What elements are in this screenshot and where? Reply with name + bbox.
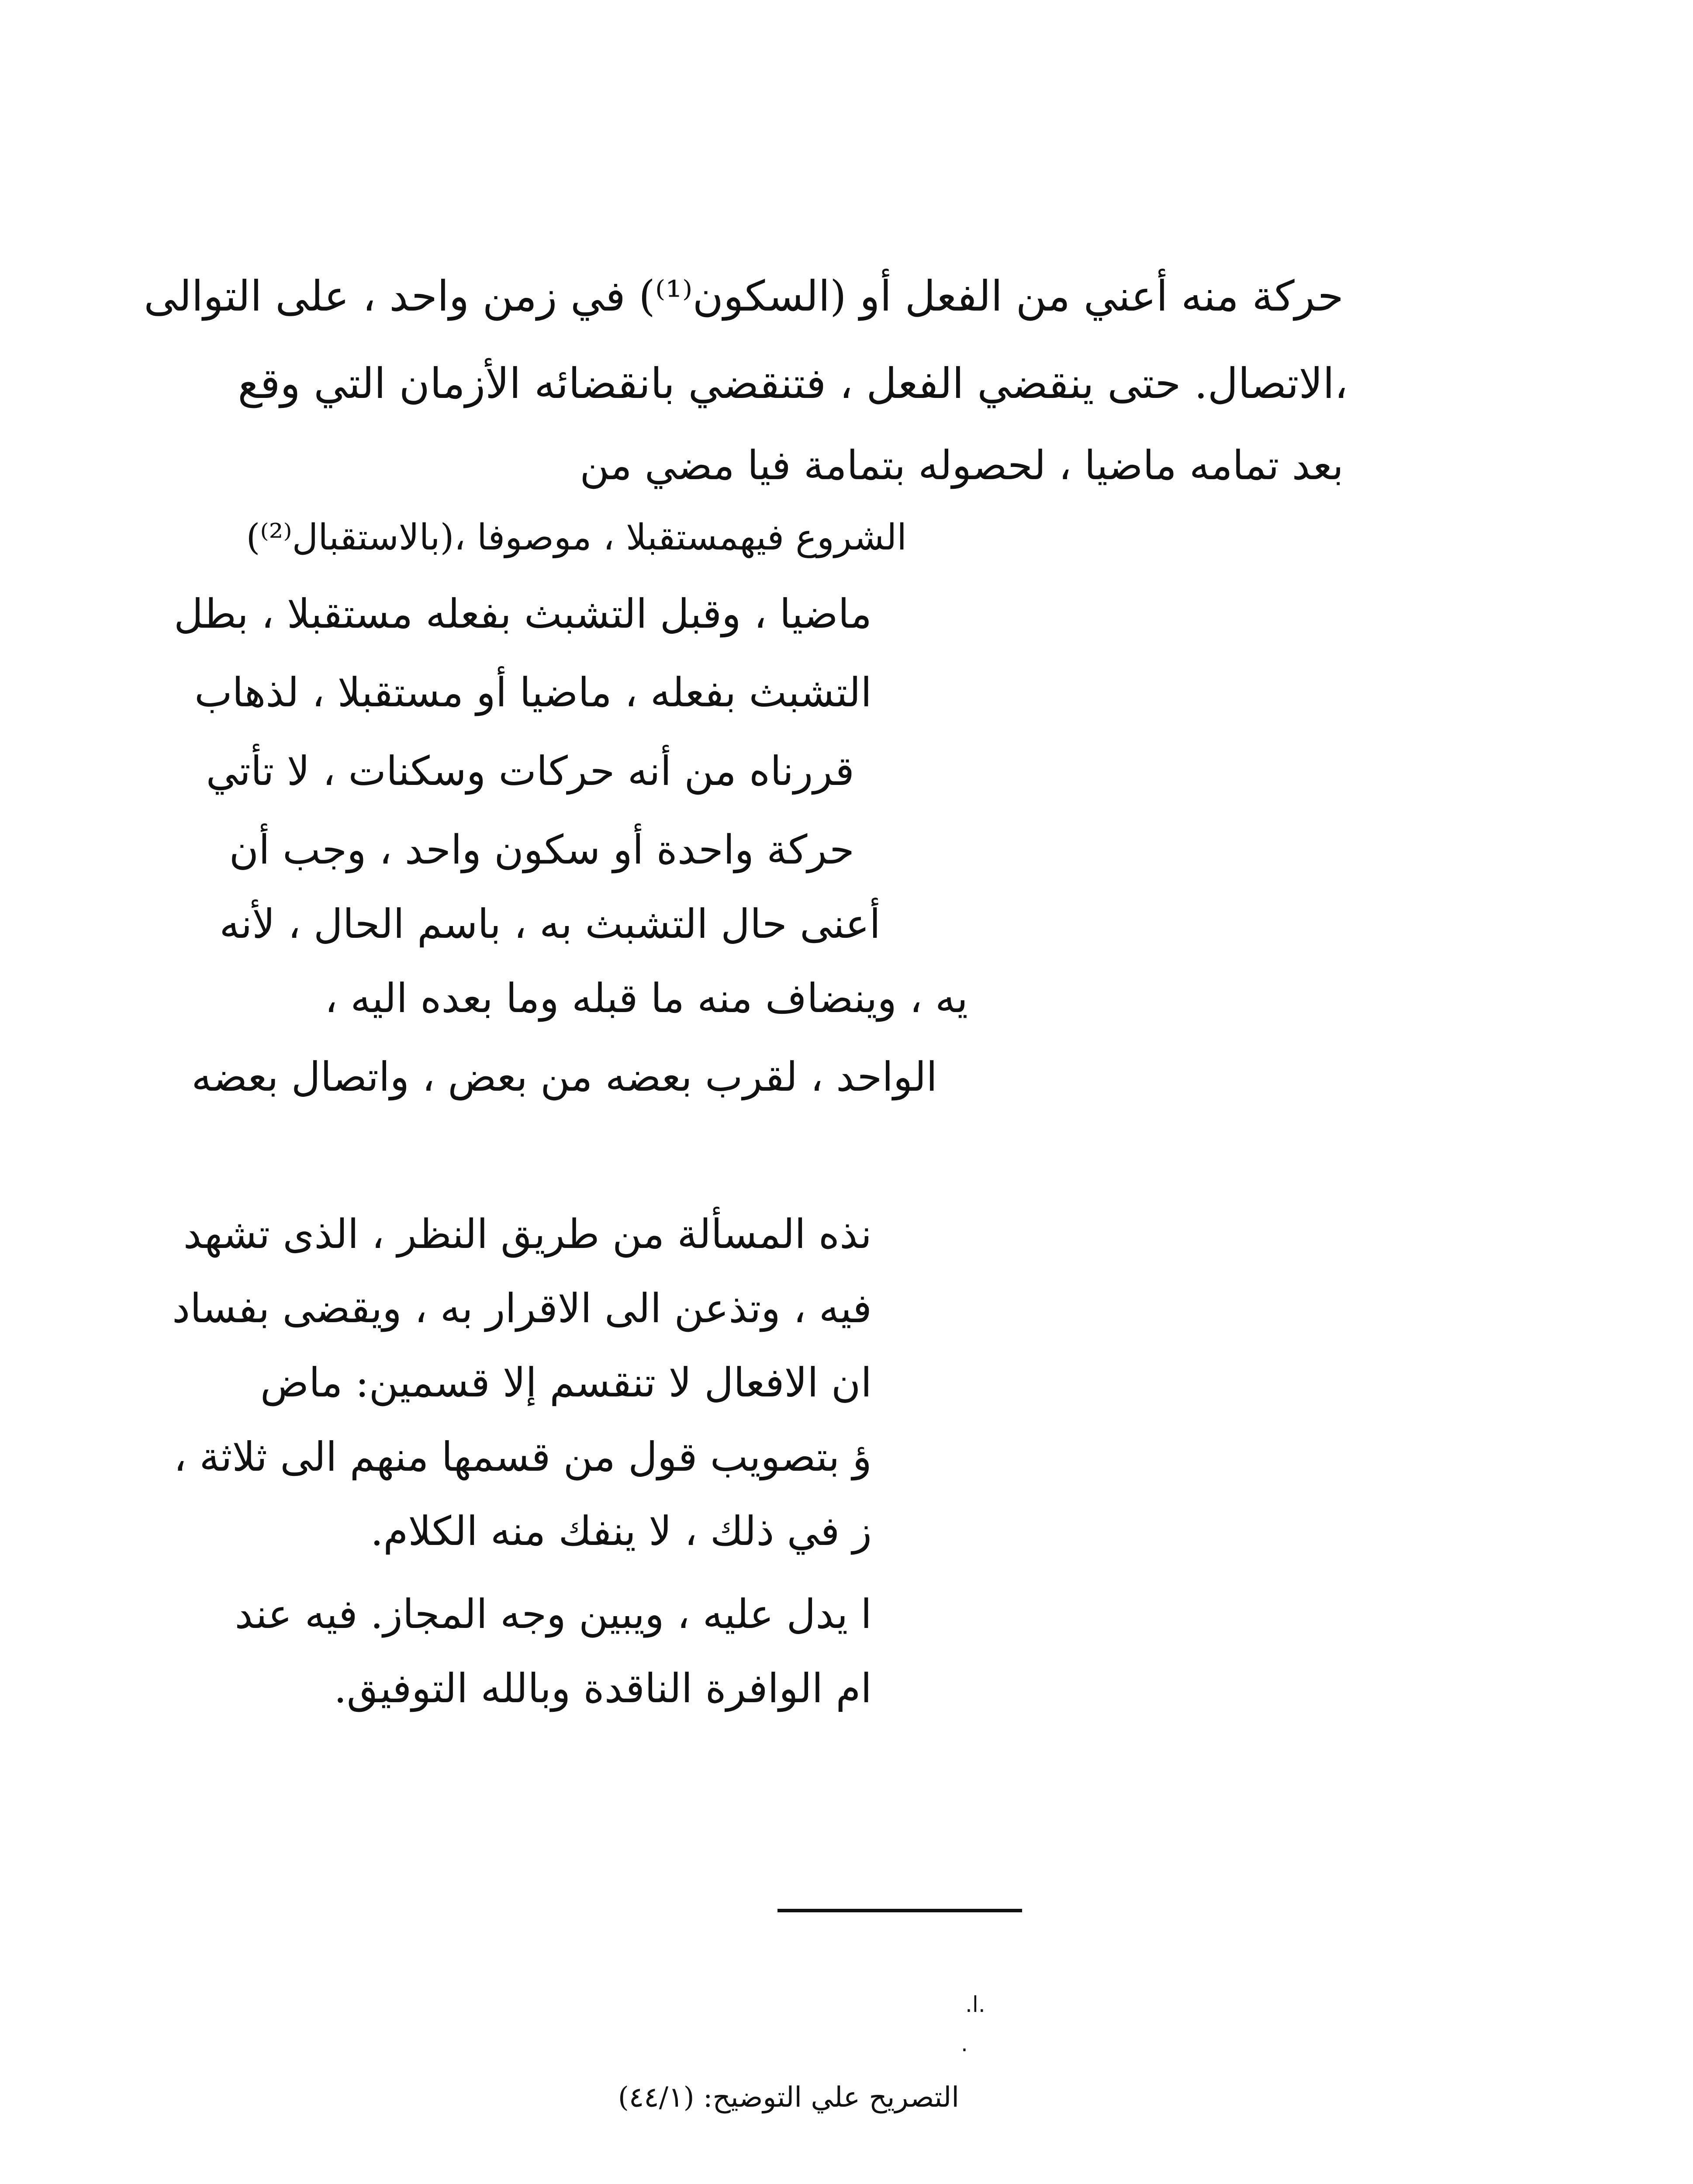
text-line: فيه ، وتذعن الى الاقرار به ، ويقضى بفساد (172, 1285, 872, 1332)
text-line: حركة منه أعني من الفعل أو (السكون⁽¹⁾) في زمن واحد ، على التوالى (144, 272, 1344, 321)
footnote-separator (777, 1909, 1022, 1912)
text-line: التشبث بفعله ، ماضيا أو مستقبلا ، لذهاب (194, 669, 872, 716)
text-line: الواحد ، لقرب بعضه من بعض ، واتصال بعضه (191, 1054, 937, 1100)
text-line: نذه المسألة من طريق النظر ، الذى تشهد (183, 1211, 872, 1258)
footnote-marks: .ا. (965, 1992, 985, 2017)
text-line: ماضيا ، وقبل التشبث بفعله مستقبلا ، بطل (173, 591, 872, 637)
text-line: يه ، وينضاف منه ما قبله وما بعده اليه ، (325, 975, 968, 1022)
footnote-mark: . (961, 2031, 968, 2056)
text-line: ؤ بتصويب قول من قسمها منهم الى ثلاثة ، (173, 1434, 872, 1480)
text-line: بعد تمامه ماضيا ، لحصوله بتمامة فيا مضي من (580, 442, 1344, 489)
text-line: حركة واحدة أو سكون واحد ، وجب أن (229, 826, 854, 873)
text-line: قررناه من أنه حركات وسكنات ، لا تأتي (206, 748, 854, 795)
text-line: ام الوافرة الناقدة وبالله التوفيق. (334, 1665, 872, 1712)
text-line: ان الافعال لا تنقسم إلا قسمين: ماض (260, 1359, 872, 1406)
text-line: الشروع فيهمستقبلا ، موصوفا ،(بالاستقبال⁽²⁾) (246, 517, 907, 558)
footnote-text: التصريح علي التوضيح: (٤٤/١) (618, 2081, 959, 2114)
text-line: ا يدل عليه ، ويبين وجه المجاز. فيه عند (235, 1591, 872, 1638)
text-line: أعنى حال التشبث به ، باسم الحال ، لأنه (219, 901, 881, 947)
text-line: ،الاتصال. حتى ينقضي الفعل ، فتنقضي بانقضائه الأزمان التي وقع (238, 359, 1348, 408)
text-line: ز في ذلك ، لا ينفك منه الكلام. (370, 1508, 872, 1555)
